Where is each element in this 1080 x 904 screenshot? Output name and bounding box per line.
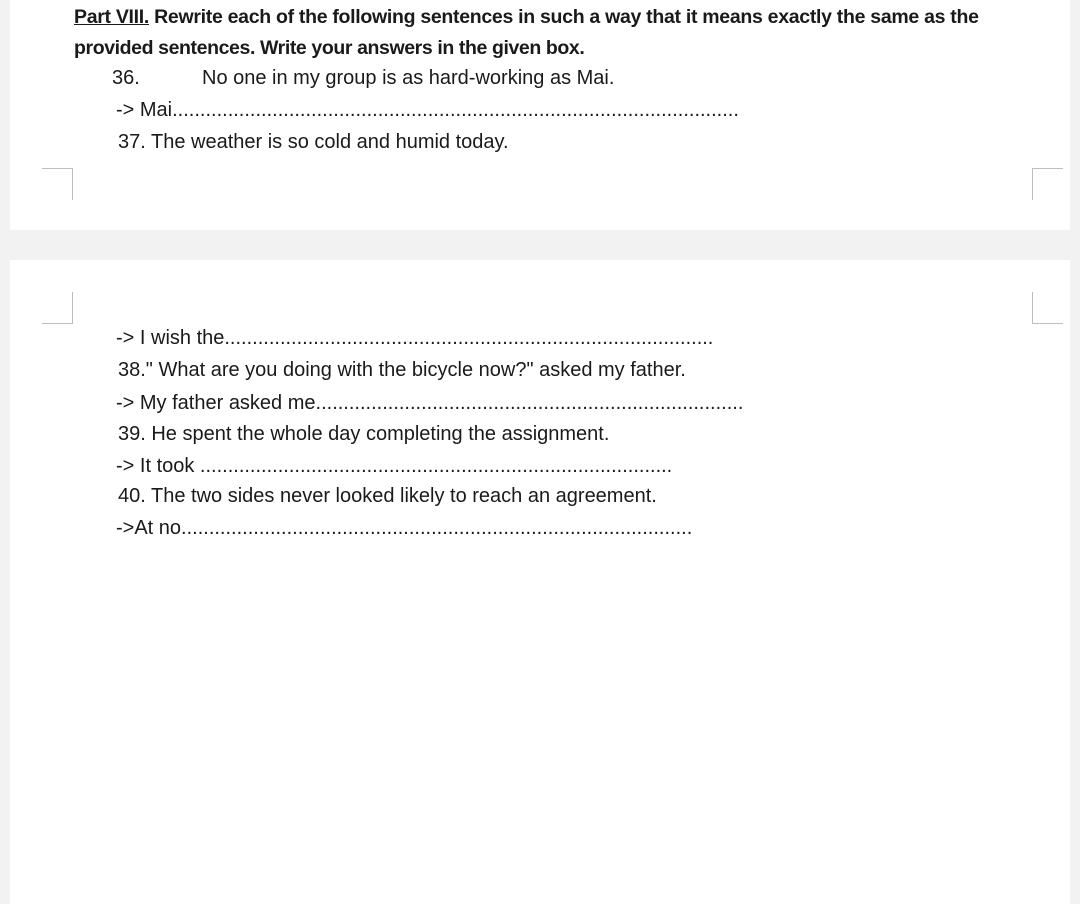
crop-mark-bottom-right (1032, 292, 1063, 324)
question-37-sentence: 37. The weather is so cold and humid today. (118, 131, 509, 153)
part-label: Part VIII. (74, 6, 150, 28)
document-page-1 (10, 0, 1070, 230)
crop-mark-top-right (1032, 168, 1063, 200)
question-36-answer-prompt: -> Mai...................................................................................................... (116, 99, 739, 121)
document-page-2 (10, 260, 1070, 904)
question-39-answer-prompt: -> It took ..................................................................................... (116, 455, 673, 477)
question-36-sentence: No one in my group is as hard-working as Mai. (202, 67, 615, 89)
crop-mark-bottom-left (42, 292, 73, 324)
question-38-sentence: 38." What are you doing with the bicycle now?" asked my father. (118, 359, 686, 381)
question-40-sentence: 40. The two sides never looked likely to reach an agreement. (118, 485, 657, 507)
question-36-number: 36. (112, 67, 140, 89)
instructions-line-2: provided sentences. Write your answers in the given box. (74, 37, 585, 59)
question-37-answer-prompt: -> I wish the........................................................................................ (116, 327, 714, 349)
instructions-line-1-text: Rewrite each of the following sentences in such a way that it means exactly the same as the (149, 6, 979, 28)
question-38-answer-prompt: -> My father asked me............................................................................. (116, 392, 744, 414)
question-40-answer-prompt: ->At no............................................................................................ (116, 517, 693, 539)
crop-mark-top-left (42, 168, 73, 200)
instructions-line-1 (74, 4, 979, 30)
question-39-sentence: 39. He spent the whole day completing the assignment. (118, 423, 610, 445)
